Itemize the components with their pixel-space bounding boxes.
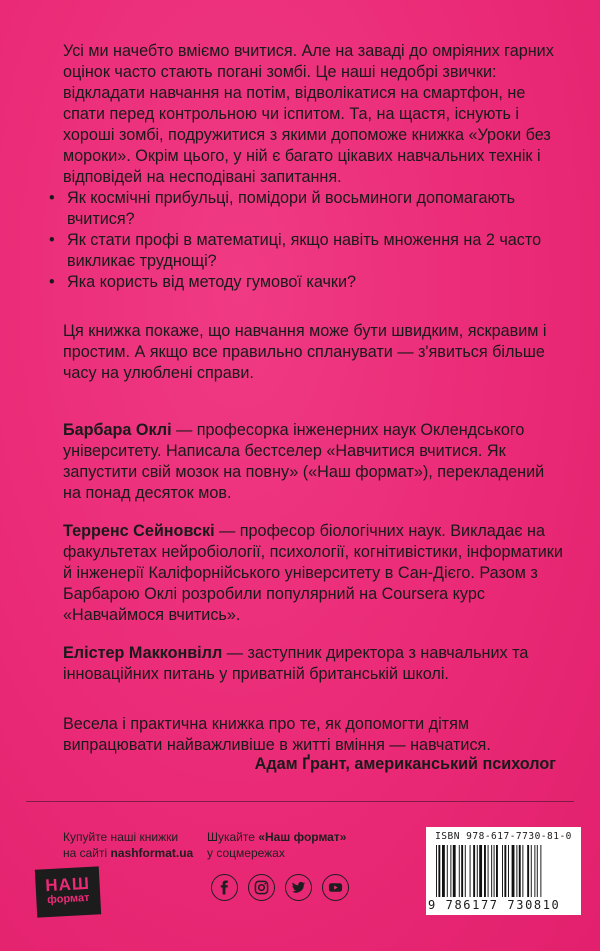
author-bio-text: — професор біологічних наук. Викладає на факультетах нейробіології, психології, когнітивістики, інформатики й інженерії Каліфорнійського університету в Сан-Дієго. Разом з Барбарою Оклі розробили популярний на Coursera курс «Навчаймося вчитись».	[63, 522, 563, 624]
barcode-bar	[479, 845, 482, 897]
barcode-bar	[494, 845, 495, 897]
author-bio-sejnowski	[63, 521, 563, 626]
barcode-bar	[484, 845, 486, 897]
barcode-bar	[512, 845, 515, 897]
social-info	[207, 829, 346, 861]
barcode-bar	[447, 845, 448, 897]
quote-author: Адам Ґрант, американський психолог	[254, 755, 556, 773]
author-bio-mcconville	[63, 643, 563, 685]
social-icons	[211, 874, 349, 901]
barcode-bar	[465, 845, 466, 897]
author-bio-text: — заступник директора з навчальних та інноваційних питань у приватній британській школі.	[63, 644, 529, 683]
site-link[interactable]: nashformat.ua	[110, 846, 194, 860]
barcode-bar	[537, 845, 538, 897]
barcode-digits: 9 786177 730810	[428, 898, 561, 912]
find-line2: у соцмережах	[207, 846, 285, 860]
barcode-bar	[504, 845, 506, 897]
barcode-bar	[519, 845, 521, 897]
barcode-bar	[473, 845, 475, 897]
find-line1: Шукайте «Наш формат»	[207, 830, 347, 844]
barcode-bar	[488, 845, 489, 897]
barcode-bar	[496, 845, 498, 897]
brand-name: «Наш формат»	[258, 830, 347, 844]
youtube-icon[interactable]	[322, 874, 349, 901]
barcode-bar	[516, 845, 517, 897]
instagram-icon[interactable]	[248, 874, 275, 901]
buy-line2: на сайті nashformat.ua	[63, 846, 194, 860]
blurb-quote: Весела і практична книжка про те, як допомогти дітям випрацювати найважливіше в житті вміння — навчатися.	[63, 715, 491, 754]
barcode-bar	[522, 845, 523, 897]
isbn-label: ISBN 978-617-7730-81-0	[435, 831, 572, 842]
barcode	[426, 827, 581, 915]
barcode-bar	[531, 845, 532, 897]
publisher-logo: НАШ формат	[35, 866, 101, 917]
barcode-bar	[442, 845, 445, 897]
divider	[26, 801, 574, 802]
author-bio-oakley	[63, 420, 563, 504]
barcode-bar	[508, 845, 509, 897]
buy-info	[63, 829, 193, 861]
barcode-bar	[470, 845, 471, 897]
buy-line1: Купуйте наші книжки	[63, 830, 179, 844]
barcode-bar	[540, 845, 541, 897]
author-name: Елістер Макконвілл	[63, 644, 223, 662]
barcode-bar	[461, 845, 463, 897]
barcode-bar	[450, 845, 451, 897]
barcode-bar	[459, 845, 460, 897]
barcode-bar	[491, 845, 492, 897]
barcode-bar	[438, 845, 440, 897]
summary-paragraph: Ця книжка покаже, що навчання може бути швидким, яскравим і простим. А якщо все правильно спланувати — з'явиться більше часу на улюблені справи.	[63, 322, 547, 382]
author-name: Барбара Оклі	[63, 421, 172, 439]
barcode-bar	[477, 845, 478, 897]
intro-paragraph: Усі ми начебто вміємо вчитися. Але на заваді до омріяних гарних оцінок часто стають погані зомбі. Це наші недобрі звички: відкладати навчання на потім, відволікатися на смартфон, не спати перед контрольною чи іспитом. Та, на щастя, існують і хороші зомбі, подружитися з якими допоможе книжка «Уроки без мороки». Окрім цього, у ній є багато цікавих навчальних технік і відповідей на несподівані запитання.	[63, 42, 554, 186]
facebook-icon[interactable]	[211, 874, 238, 901]
list-item: • Як космічні прибульці, помідори й восьминоги допомагають вчитися?	[63, 188, 563, 230]
barcode-bar	[534, 845, 535, 897]
barcode-bar	[453, 845, 456, 897]
barcode-bar	[527, 845, 529, 897]
barcode-bars	[436, 845, 576, 897]
author-bio-text: — професорка інженерних наук Оклендського університету. Написала бестселер «Навчитися вчитися. Як запустити свій мозок на повну» («Наш формат»), перекладений на понад десяток мов.	[63, 421, 545, 502]
barcode-bar	[436, 845, 437, 897]
barcode-bar	[502, 845, 503, 897]
twitter-icon[interactable]	[285, 874, 312, 901]
list-item: • Яка користь від методу гумової качки?	[63, 272, 563, 293]
questions-list	[63, 188, 563, 293]
list-item: • Як стати профі в математиці, якщо навіть множення на 2 часто викликає труднощі?	[63, 230, 563, 272]
author-name: Терренс Сейновскі	[63, 522, 215, 540]
